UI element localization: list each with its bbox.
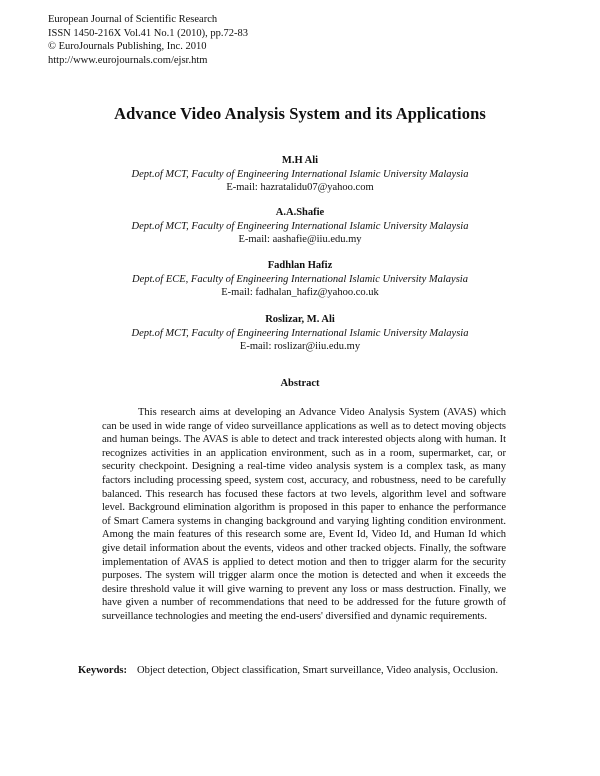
author-email: E-mail: hazratalidu07@yahoo.com bbox=[226, 182, 374, 193]
paper-title: Advance Video Analysis System and its Applications bbox=[114, 104, 486, 123]
keywords-label: Keywords: bbox=[78, 665, 127, 676]
author-affiliation: Dept.of MCT, Faculty of Engineering International Islamic University Malaysia bbox=[131, 220, 469, 232]
author-affiliation: Dept.of ECE, Faculty of Engineering International Islamic University Malaysia bbox=[132, 273, 468, 285]
author-block bbox=[0, 154, 600, 195]
author-email: E-mail: roslizar@iiu.edu.my bbox=[239, 341, 361, 352]
author-name: Fadhlan Hafiz bbox=[267, 260, 333, 271]
journal-name: European Journal of Scientific Research bbox=[48, 14, 218, 25]
author-affiliation: Dept.of MCT, Faculty of Engineering International Islamic University Malaysia bbox=[131, 327, 469, 339]
author-name: A.A.Shafie bbox=[275, 207, 325, 218]
keywords-text: Object detection, Object classification, Smart surveillance, Video analysis, Occlusion. bbox=[137, 665, 499, 676]
author-email: E-mail: aashafie@iiu.edu.my bbox=[238, 234, 362, 245]
journal-copyright: © EuroJournals Publishing, Inc. 2010 bbox=[48, 41, 207, 52]
journal-header bbox=[48, 13, 248, 67]
abstract-heading: Abstract bbox=[280, 378, 320, 389]
journal-url[interactable]: http://www.eurojournals.com/ejsr.htm bbox=[48, 54, 208, 66]
keywords bbox=[78, 664, 508, 678]
author-block bbox=[0, 313, 600, 354]
author-email: E-mail: fadhalan_hafiz@yahoo.co.uk bbox=[221, 287, 379, 298]
journal-issn: ISSN 1450-216X Vol.41 No.1 (2010), pp.72-83 bbox=[48, 27, 248, 39]
author-name: M.H Ali bbox=[281, 155, 319, 166]
abstract-body: This research aims at developing an Advance Video Analysis System (AVAS) which can be used in wide range of video surveillance applications as well as to detect moving objects and human beings. The AVAS is able to detect and track interested objects along with human. It recognizes activities in an application environment, such as in a room, supermarket, car, or security checkpoint. Designing a real-time video analysis system is a complex task, as many factors including processing speed, system cost, accuracy, and robustness, need to be carefully balanced. This research has focused these factors at two levels, algorithm level and software level. Background elimination algorithm is proposed in this paper to enhance the performance of Smart Camera systems in changing background and varying lighting condition environment. Among the main features of this research some are, Event Id, Video Id, and Human Id which give detail information about the events, videos and other tracked objects. Finally, the software implementation of AVAS is applied to detect motion and then to trigger alarm for the security purposes. The system will trigger alarm once the motion is detected and when it exceeds the desire threshold value it will give warning to prevent any loss or mass destruction. Finally, we have given a number of recommendations that need to be addressed for the future growth of surveillance technologies and meeting the end-users' diversified and dynamic requirements. bbox=[102, 407, 506, 622]
author-name: Roslizar, M. Ali bbox=[265, 314, 335, 325]
author-block bbox=[0, 206, 600, 247]
author-block bbox=[0, 259, 600, 300]
author-affiliation: Dept.of MCT, Faculty of Engineering International Islamic University Malaysia bbox=[131, 168, 469, 180]
